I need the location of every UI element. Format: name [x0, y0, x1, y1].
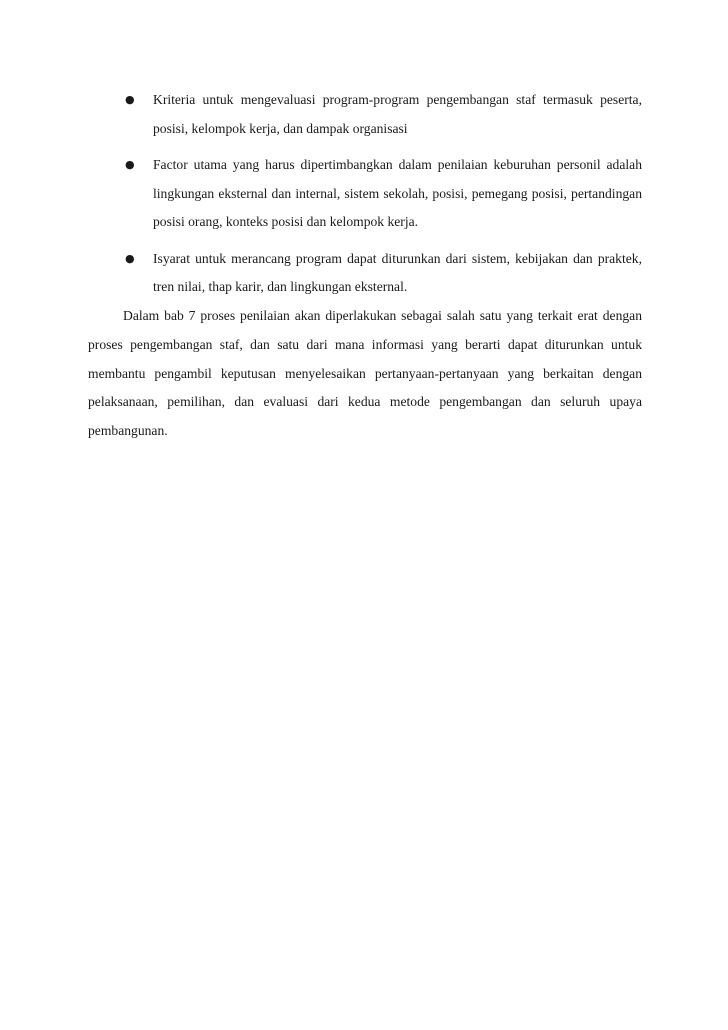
bullet-list [125, 86, 642, 302]
bullet-icon: ● [125, 158, 135, 171]
bullet-text: Factor utama yang harus dipertimbangkan dalam penilaian keburuhan personil adalah lingkungan eksternal dan internal, sistem sekolah, posisi, pemegang posisi, pertandingan posisi orang, konteks posisi dan kelompok kerja. [153, 157, 642, 229]
bullet-icon: ● [125, 251, 135, 265]
bullet-text: Isyarat untuk merancang program dapat diturunkan dari sistem, kebijakan dan praktek, tren nilai, thap karir, dan lingkungan eksternal. [153, 250, 642, 294]
list-item [125, 151, 642, 237]
bullet-icon: ● [125, 93, 135, 106]
body-paragraph: Dalam bab 7 proses penilaian akan diperlakukan sebagai salah satu yang terkait erat dengan proses pengembangan staf, dan satu dari mana informasi yang berarti dapat diturunkan untuk membantu pengambil keputusan menyelesaikan pertanyaan-pertanyaan yang berkaitan dengan pelaksanaan, pemilihan, dan evaluasi dari kedua metode pengembangan dan seluruh upaya pembangunan. [88, 308, 642, 439]
list-item [125, 86, 642, 143]
list-item [125, 245, 642, 302]
bullet-text: Kriteria untuk mengevaluasi program-program pengembangan staf termasuk peserta, posisi, kelompok kerja, dan dampak organisasi [153, 92, 642, 136]
